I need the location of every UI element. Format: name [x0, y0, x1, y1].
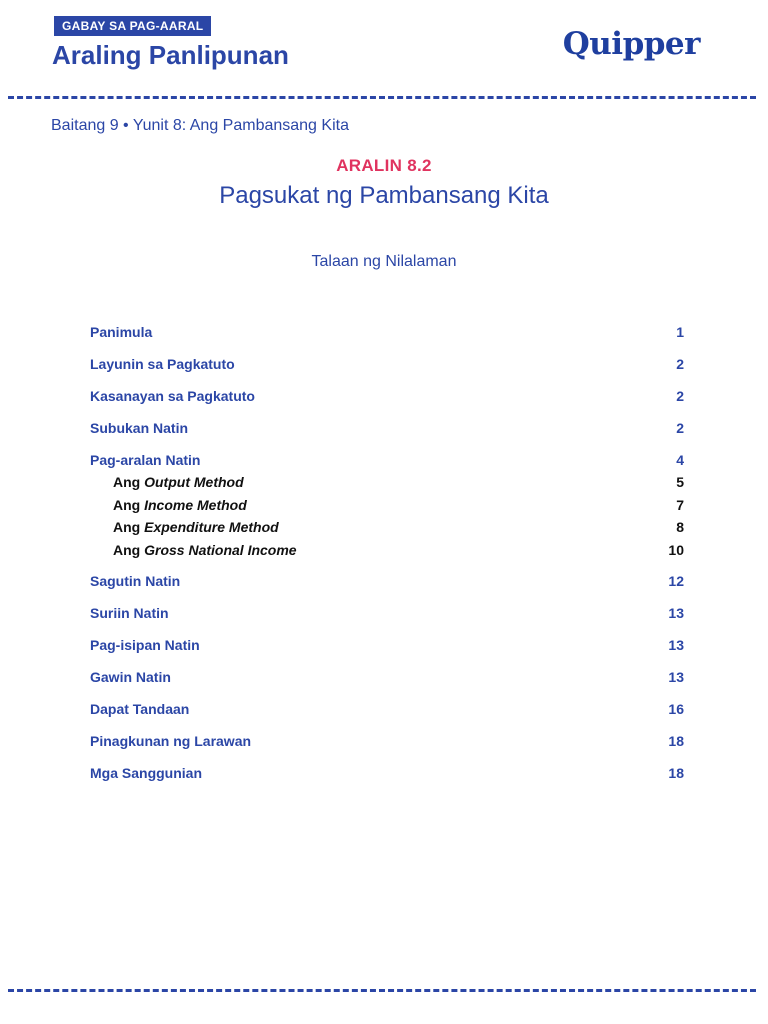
toc-item[interactable]	[90, 355, 684, 373]
toc-subitem-label: Ang Expenditure Method	[113, 519, 279, 535]
toc-item[interactable]	[90, 732, 684, 750]
quipper-logo: Quipper	[562, 26, 700, 62]
toc-item-label: Kasanayan sa Pagkatuto	[90, 388, 255, 404]
toc-item-label: Suriin Natin	[90, 605, 169, 621]
toc-item-page: 13	[668, 669, 684, 685]
toc-item[interactable]	[90, 764, 684, 782]
top-divider	[8, 96, 756, 99]
toc-item-page: 18	[668, 733, 684, 749]
toc-subitem-page: 7	[676, 497, 684, 513]
toc-subitem[interactable]	[90, 496, 684, 514]
toc-subitem-page: 10	[668, 542, 684, 558]
breadcrumb: Baitang 9 • Yunit 8: Ang Pambansang Kita	[51, 117, 349, 134]
toc-item-label: Pinagkunan ng Larawan	[90, 733, 252, 749]
toc-subitem-label: Ang Gross National Income	[113, 542, 297, 558]
toc-subitem[interactable]	[90, 518, 684, 536]
toc-item-label: Gawin Natin	[90, 669, 171, 685]
toc-item-page: 13	[668, 605, 684, 621]
subject-title: Araling Panlipunan	[52, 40, 289, 70]
toc-item-page: 2	[676, 420, 684, 436]
toc-subitem[interactable]	[90, 541, 684, 559]
toc-item[interactable]	[90, 636, 684, 654]
toc-item-label: Subukan Natin	[90, 420, 189, 436]
toc-item-page: 16	[668, 701, 684, 717]
toc-item[interactable]	[90, 451, 684, 469]
toc-subitem-page: 8	[676, 519, 684, 535]
toc-item-label: Dapat Tandaan	[90, 701, 190, 717]
toc-subitem[interactable]	[90, 473, 684, 491]
toc-subitem-label: Ang Output Method	[113, 474, 244, 490]
toc-subitem-page: 5	[676, 474, 684, 490]
toc-item[interactable]	[90, 419, 684, 437]
toc-item-page: 2	[676, 356, 684, 372]
toc-item-label: Panimula	[90, 324, 153, 340]
lesson-label: ARALIN 8.2	[336, 156, 432, 175]
toc-item-label: Mga Sanggunian	[90, 765, 202, 781]
toc-item-page: 12	[668, 573, 684, 589]
toc-item[interactable]	[90, 668, 684, 686]
toc-item-page: 2	[676, 388, 684, 404]
lesson-title: Pagsukat ng Pambansang Kita	[219, 182, 549, 209]
toc-subitem-label: Ang Income Method	[113, 497, 247, 513]
toc-item-page: 1	[676, 324, 684, 340]
bottom-divider	[8, 989, 756, 992]
toc-item[interactable]	[90, 604, 684, 622]
toc-item-page: 4	[676, 452, 684, 468]
toc-item-page: 13	[668, 637, 684, 653]
toc-item[interactable]	[90, 700, 684, 718]
guide-badge: GABAY SA PAG-AARAL	[54, 16, 211, 36]
toc-item[interactable]	[90, 323, 684, 341]
toc-heading: Talaan ng Nilalaman	[311, 253, 457, 270]
toc-item-label: Pag-aralan Natin	[90, 452, 201, 468]
toc-item-label: Layunin sa Pagkatuto	[90, 356, 235, 372]
toc-item-label: Pag-isipan Natin	[90, 637, 200, 653]
toc-item[interactable]	[90, 387, 684, 405]
toc-item[interactable]	[90, 572, 684, 590]
toc-item-page: 18	[668, 765, 684, 781]
toc-item-label: Sagutin Natin	[90, 573, 181, 589]
